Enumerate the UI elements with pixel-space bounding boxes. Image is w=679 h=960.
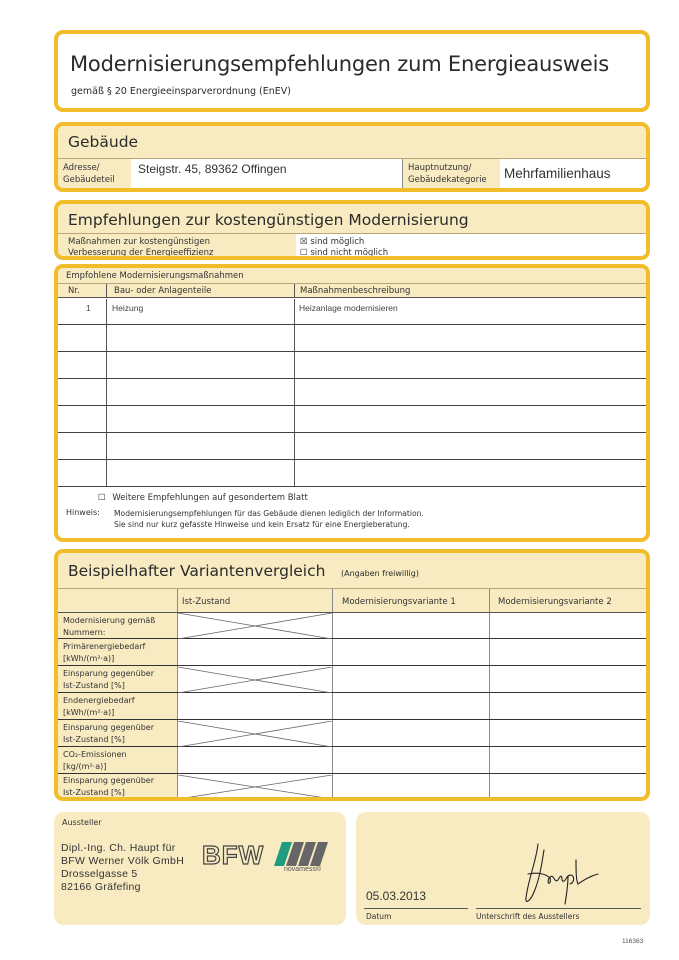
table-row[interactable] xyxy=(58,325,646,352)
row-label-line1: CO₂-Emissionen xyxy=(63,750,127,759)
logo-text: BFW xyxy=(202,840,265,870)
address-label xyxy=(58,159,132,192)
address-field[interactable]: Steigstr. 45, 89362 Offingen xyxy=(132,159,402,192)
variant-section xyxy=(54,549,650,801)
row-label-line2: [kWh/(m²·a)] xyxy=(63,654,115,663)
issuer-address xyxy=(61,842,184,894)
row-label-line2: Ist-Zustand [%] xyxy=(63,681,125,690)
ist-cell[interactable] xyxy=(178,748,332,774)
signature-scribble-icon[interactable] xyxy=(516,840,606,908)
variant-1-cell[interactable] xyxy=(333,775,489,799)
address-label-line1: Adresse/ xyxy=(63,163,100,173)
variant-1-cell[interactable] xyxy=(333,667,489,693)
logo-stripes-icon xyxy=(274,842,330,866)
further-label: Weitere Empfehlungen auf gesondertem Blatt xyxy=(112,493,308,503)
variant-heading: Beispielhafter Variantenvergleich xyxy=(68,562,326,580)
page-subtitle: gemäß § 20 Energieeinsparverordnung (EnEV) xyxy=(71,86,291,97)
variant-header xyxy=(58,553,646,588)
variant-1-cell[interactable] xyxy=(333,694,489,720)
page-title: Modernisierungsempfehlungen zum Energieausweis xyxy=(70,52,609,76)
variant-rows xyxy=(58,613,646,799)
table-row xyxy=(58,640,646,666)
row-label-line1: Modernisierung gemäß xyxy=(63,616,156,625)
row-label-line2: [kg/(m²·a)] xyxy=(63,762,107,771)
checkbox-empty-icon[interactable]: ☐ xyxy=(98,493,106,503)
measures-label-line2: Verbesserung der Energieeffizienz xyxy=(68,248,214,258)
row-label xyxy=(63,668,154,692)
date-label: Datum xyxy=(366,912,392,921)
building-section xyxy=(54,122,650,192)
row-label-line2: [kWh/(m²·a)] xyxy=(63,708,115,717)
issuer-section xyxy=(54,812,346,925)
row-description[interactable]: Heizanlage modernisieren xyxy=(299,303,398,313)
table-row xyxy=(58,667,646,693)
row-label-line1: Einsparung gegenüber xyxy=(63,776,154,785)
note-text xyxy=(114,508,424,530)
row-label-line2: Ist-Zustand [%] xyxy=(63,735,125,744)
col-description: Maßnahmenbeschreibung xyxy=(300,286,411,296)
table-row xyxy=(58,299,646,325)
building-header xyxy=(58,126,646,159)
recommendation-heading: Empfehlungen zur kostengünstigen Modernisierung xyxy=(68,211,469,229)
date-line xyxy=(364,908,468,909)
table-row xyxy=(58,694,646,720)
col-nr: Nr. xyxy=(68,286,80,296)
cross-out-icon xyxy=(178,667,332,693)
further-recommendations[interactable] xyxy=(98,493,308,503)
col-variant-2: Modernisierungsvariante 2 xyxy=(498,597,612,607)
variant-heading-note: (Angaben freiwillig) xyxy=(341,569,419,578)
variant-2-cell[interactable] xyxy=(490,748,646,774)
variant-1-cell[interactable] xyxy=(333,613,489,639)
row-label xyxy=(63,641,145,665)
measures-label-line1: Maßnahmen zur kostengünstigen xyxy=(68,237,211,247)
row-label xyxy=(63,695,135,719)
row-label xyxy=(63,722,154,746)
cross-out-icon xyxy=(178,721,332,747)
row-label-line1: Primärenergiebedarf xyxy=(63,642,146,651)
measures-label xyxy=(68,237,213,259)
table-row xyxy=(58,613,646,639)
signature-line xyxy=(476,908,641,909)
recommendation-section xyxy=(54,200,650,260)
col-variant-1: Modernisierungsvariante 1 xyxy=(342,597,456,607)
recommendation-header xyxy=(58,204,646,234)
row-label-line2: Nummern: xyxy=(63,628,106,637)
variant-column-header xyxy=(58,588,646,613)
logo-subtext: novamess® xyxy=(284,866,322,873)
variant-2-cell[interactable] xyxy=(490,667,646,693)
variant-2-cell[interactable] xyxy=(490,613,646,639)
option-possible-label: sind möglich xyxy=(310,237,365,247)
usage-label-line1: Hauptnutzung/ xyxy=(408,163,472,173)
usage-field[interactable]: Mehrfamilienhaus xyxy=(500,159,650,192)
title-box xyxy=(54,30,650,112)
signature-section xyxy=(356,812,650,925)
cross-out-icon xyxy=(178,775,332,799)
variant-2-cell[interactable] xyxy=(490,775,646,799)
table-row[interactable] xyxy=(58,460,646,487)
variant-2-cell[interactable] xyxy=(490,640,646,666)
option-not-possible-label: sind nicht möglich xyxy=(310,248,389,258)
col-part: Bau- oder Anlagenteile xyxy=(114,286,212,296)
issuer-line4: 82166 Gräfefing xyxy=(61,881,141,893)
table-row xyxy=(58,721,646,747)
checkbox-empty-icon[interactable]: ☐ xyxy=(300,248,308,258)
col-ist: Ist-Zustand xyxy=(182,597,231,607)
address-label-line2: Gebäudeteil xyxy=(63,175,115,185)
table-row[interactable] xyxy=(58,406,646,433)
table-row xyxy=(58,775,646,799)
variant-1-cell[interactable] xyxy=(333,748,489,774)
variant-1-cell[interactable] xyxy=(333,721,489,747)
variant-2-cell[interactable] xyxy=(490,721,646,747)
note-label: Hinweis: xyxy=(66,508,100,517)
row-part[interactable]: Heizung xyxy=(112,303,144,313)
issuer-line1: Dipl.-Ing. Ch. Haupt für xyxy=(61,842,176,854)
row-label xyxy=(63,749,127,773)
cross-out-icon xyxy=(178,613,332,639)
variant-2-cell[interactable] xyxy=(490,694,646,720)
variant-1-cell[interactable] xyxy=(333,640,489,666)
table-row xyxy=(58,748,646,774)
form-number: 116363 xyxy=(622,938,644,945)
ist-cell[interactable] xyxy=(178,694,332,720)
ist-cell[interactable] xyxy=(178,640,332,666)
row-label xyxy=(63,775,154,799)
measures-rows xyxy=(58,299,646,487)
row-label-line1: Einsparung gegenüber xyxy=(63,669,154,678)
measures-options xyxy=(296,234,646,256)
row-label-line1: Endenergiebedarf xyxy=(63,696,135,705)
row-nr[interactable]: 1 xyxy=(86,303,91,313)
usage-label xyxy=(402,159,500,192)
measures-table-title: Empfohlene Modernisierungsmaßnahmen xyxy=(58,268,646,284)
checkbox-checked-icon[interactable]: ☒ xyxy=(300,237,308,247)
issuer-line3: Drosselgasse 5 xyxy=(61,868,138,880)
row-label-line2: Ist-Zustand [%] xyxy=(63,788,125,797)
option-possible[interactable] xyxy=(300,237,642,248)
date-field[interactable]: 05.03.2013 xyxy=(366,889,427,903)
table-row[interactable] xyxy=(58,433,646,460)
table-row[interactable] xyxy=(58,352,646,379)
note-line2: Sie sind nur kurz gefasste Hinweise und kein Ersatz für eine Energieberatung. xyxy=(114,520,410,529)
signature-label: Unterschrift des Ausstellers xyxy=(476,912,580,921)
row-label xyxy=(63,615,155,639)
table-row[interactable] xyxy=(58,379,646,406)
usage-label-line2: Gebäudekategorie xyxy=(408,175,487,185)
row-label-line1: Einsparung gegenüber xyxy=(63,723,154,732)
issuer-label: Aussteller xyxy=(62,818,102,827)
building-heading: Gebäude xyxy=(68,133,139,151)
measures-table-header xyxy=(58,284,646,298)
issuer-line2: BFW Werner Völk GmbH xyxy=(61,855,185,867)
option-not-possible[interactable] xyxy=(300,248,642,259)
measures-table-section xyxy=(54,264,650,542)
note-line1: Modernisierungsempfehlungen für das Gebäude dienen lediglich der Information. xyxy=(114,509,424,518)
bfw-logo xyxy=(202,842,332,878)
